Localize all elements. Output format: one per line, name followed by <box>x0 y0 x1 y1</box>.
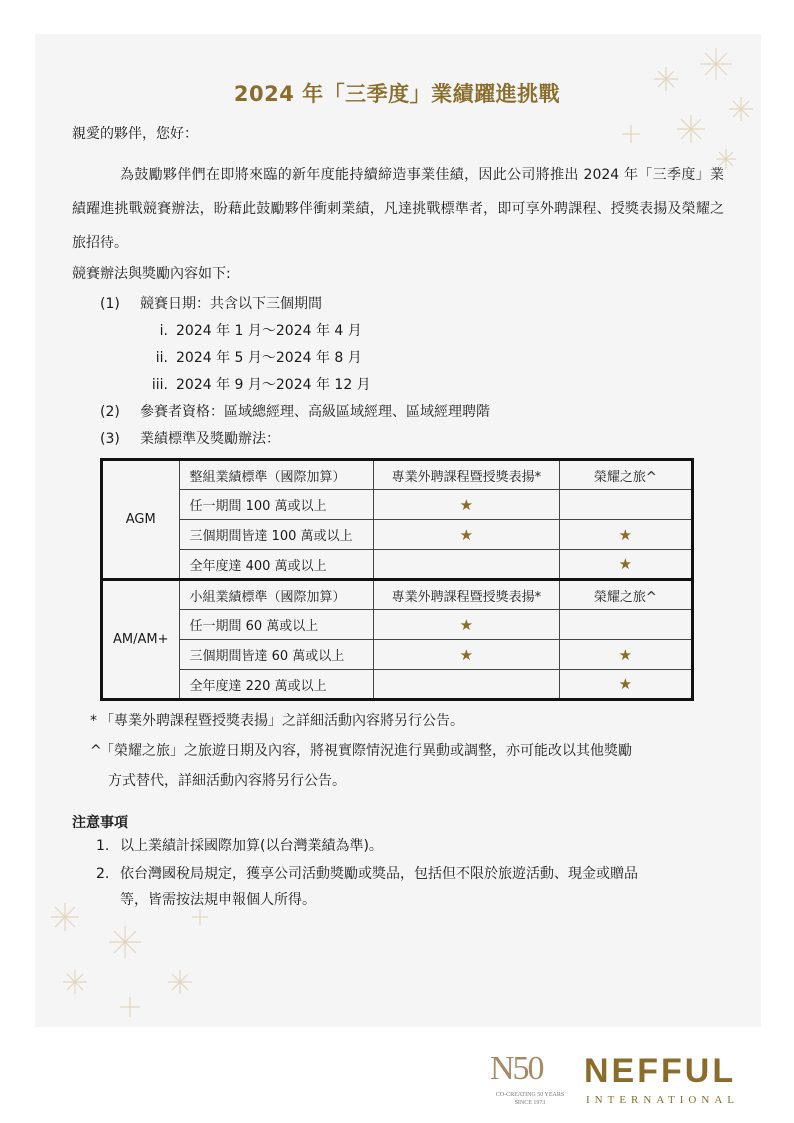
rules-heading: 競賽辦法與獎勵內容如下: <box>72 266 231 282</box>
table-row <box>102 640 693 670</box>
table-row <box>102 580 693 610</box>
rule-text: 競賽日期：共含以下三個期間 <box>140 296 322 312</box>
brand-subtitle: INTERNATIONAL <box>586 1094 739 1106</box>
note-text-cont: 等，皆需按法規申報個人所得。 <box>120 892 316 908</box>
company-logo <box>486 1050 758 1112</box>
table-row <box>102 610 693 640</box>
brand-name: NEFFUL <box>584 1052 737 1090</box>
period-number: iii. <box>151 377 168 393</box>
note-text: 依台灣國稅局規定，獲享公司活動獎勵或獎品，包括但不限於旅遊活動、現金或贈品 <box>120 866 638 882</box>
header-trip: 榮耀之旅^ <box>559 580 692 610</box>
group-name: AM/AM+ <box>102 580 180 700</box>
criteria-cell: 三個期間皆達 100 萬或以上 <box>179 520 374 550</box>
star-icon: ★ <box>559 550 692 580</box>
header-course: 專業外聘課程暨授獎表揚* <box>374 580 560 610</box>
empty-cell <box>374 670 560 700</box>
header-course: 專業外聘課程暨授獎表揚* <box>374 460 560 490</box>
star-icon: ★ <box>374 490 560 520</box>
period-text: 2024 年 9 月～2024 年 12 月 <box>176 377 371 393</box>
star-icon: ★ <box>559 640 692 670</box>
star-icon: ★ <box>374 520 560 550</box>
period-text: 2024 年 1 月～2024 年 4 月 <box>176 323 362 339</box>
header-trip: 榮耀之旅^ <box>559 460 692 490</box>
anniversary-since: SINCE 1973 <box>514 1100 546 1106</box>
note-text: 以上業績計採國際加算(以台灣業績為準)。 <box>120 838 383 854</box>
footnote-text: 「專業外聘課程暨授獎表揚」之詳細活動內容將另行公告。 <box>100 713 464 729</box>
header-criteria: 小組業績標準（國際加算） <box>179 580 374 610</box>
footnote-mark: * <box>90 713 97 729</box>
period-number: i. <box>159 323 168 339</box>
empty-cell <box>559 490 692 520</box>
table-row <box>102 550 693 580</box>
rule-text: 參賽者資格：區域總經理、高級區域經理、區域經理聘階 <box>140 404 490 420</box>
footnote-text: 「榮耀之旅」之旅遊日期及內容，將視實際情況進行異動或調整，亦可能改以其他獎勵 <box>100 743 632 759</box>
criteria-cell: 三個期間皆達 60 萬或以上 <box>179 640 374 670</box>
group-name: AGM <box>102 460 180 580</box>
rule-text: 業績標準及獎勵辦法： <box>140 431 280 447</box>
notes-title: 注意事項 <box>72 815 128 831</box>
star-icon: ★ <box>559 670 692 700</box>
page-title: 2024 年「三季度」業績躍進挑戰 <box>233 82 561 106</box>
anniversary-mark: N50 <box>490 1050 543 1087</box>
star-icon: ★ <box>374 610 560 640</box>
header-criteria: 整組業績標準（國際加算） <box>179 460 374 490</box>
rule-number: (3) <box>100 431 120 447</box>
criteria-cell: 全年度達 400 萬或以上 <box>179 550 374 580</box>
rule-number: (1) <box>100 296 120 312</box>
reward-table <box>100 458 694 701</box>
period-text: 2024 年 5 月～2024 年 8 月 <box>176 350 362 366</box>
table-row <box>102 670 693 700</box>
note-number: 2. <box>96 866 110 882</box>
criteria-cell: 全年度達 220 萬或以上 <box>179 670 374 700</box>
table-row <box>102 490 693 520</box>
rule-number: (2) <box>100 404 120 420</box>
star-icon: ★ <box>374 640 560 670</box>
table-row <box>102 520 693 550</box>
period-number: ii. <box>155 350 168 366</box>
empty-cell <box>559 610 692 640</box>
footnote-text-cont: 方式替代，詳細活動內容將另行公告。 <box>108 773 346 789</box>
criteria-cell: 任一期間 100 萬或以上 <box>179 490 374 520</box>
empty-cell <box>374 550 560 580</box>
criteria-cell: 任一期間 60 萬或以上 <box>179 610 374 640</box>
intro-paragraph: 為鼓勵夥伴們在即將來臨的新年度能持續締造事業佳績，因此公司將推出 2024 年「三季度」業績躍進挑戰競賽辦法，盼藉此鼓勵夥伴衝刺業績，凡達挑戰標準者，即可享外聘課程、授獎表揚及榮耀之旅招待。 <box>72 167 724 251</box>
note-number: 1. <box>96 838 110 854</box>
table-row <box>102 460 693 490</box>
greeting: 親愛的夥伴，您好： <box>72 126 198 142</box>
footnote-mark: ^ <box>90 743 102 759</box>
anniversary-tagline: CO-CREATING 50 YEARS <box>495 1092 565 1098</box>
star-icon: ★ <box>559 520 692 550</box>
